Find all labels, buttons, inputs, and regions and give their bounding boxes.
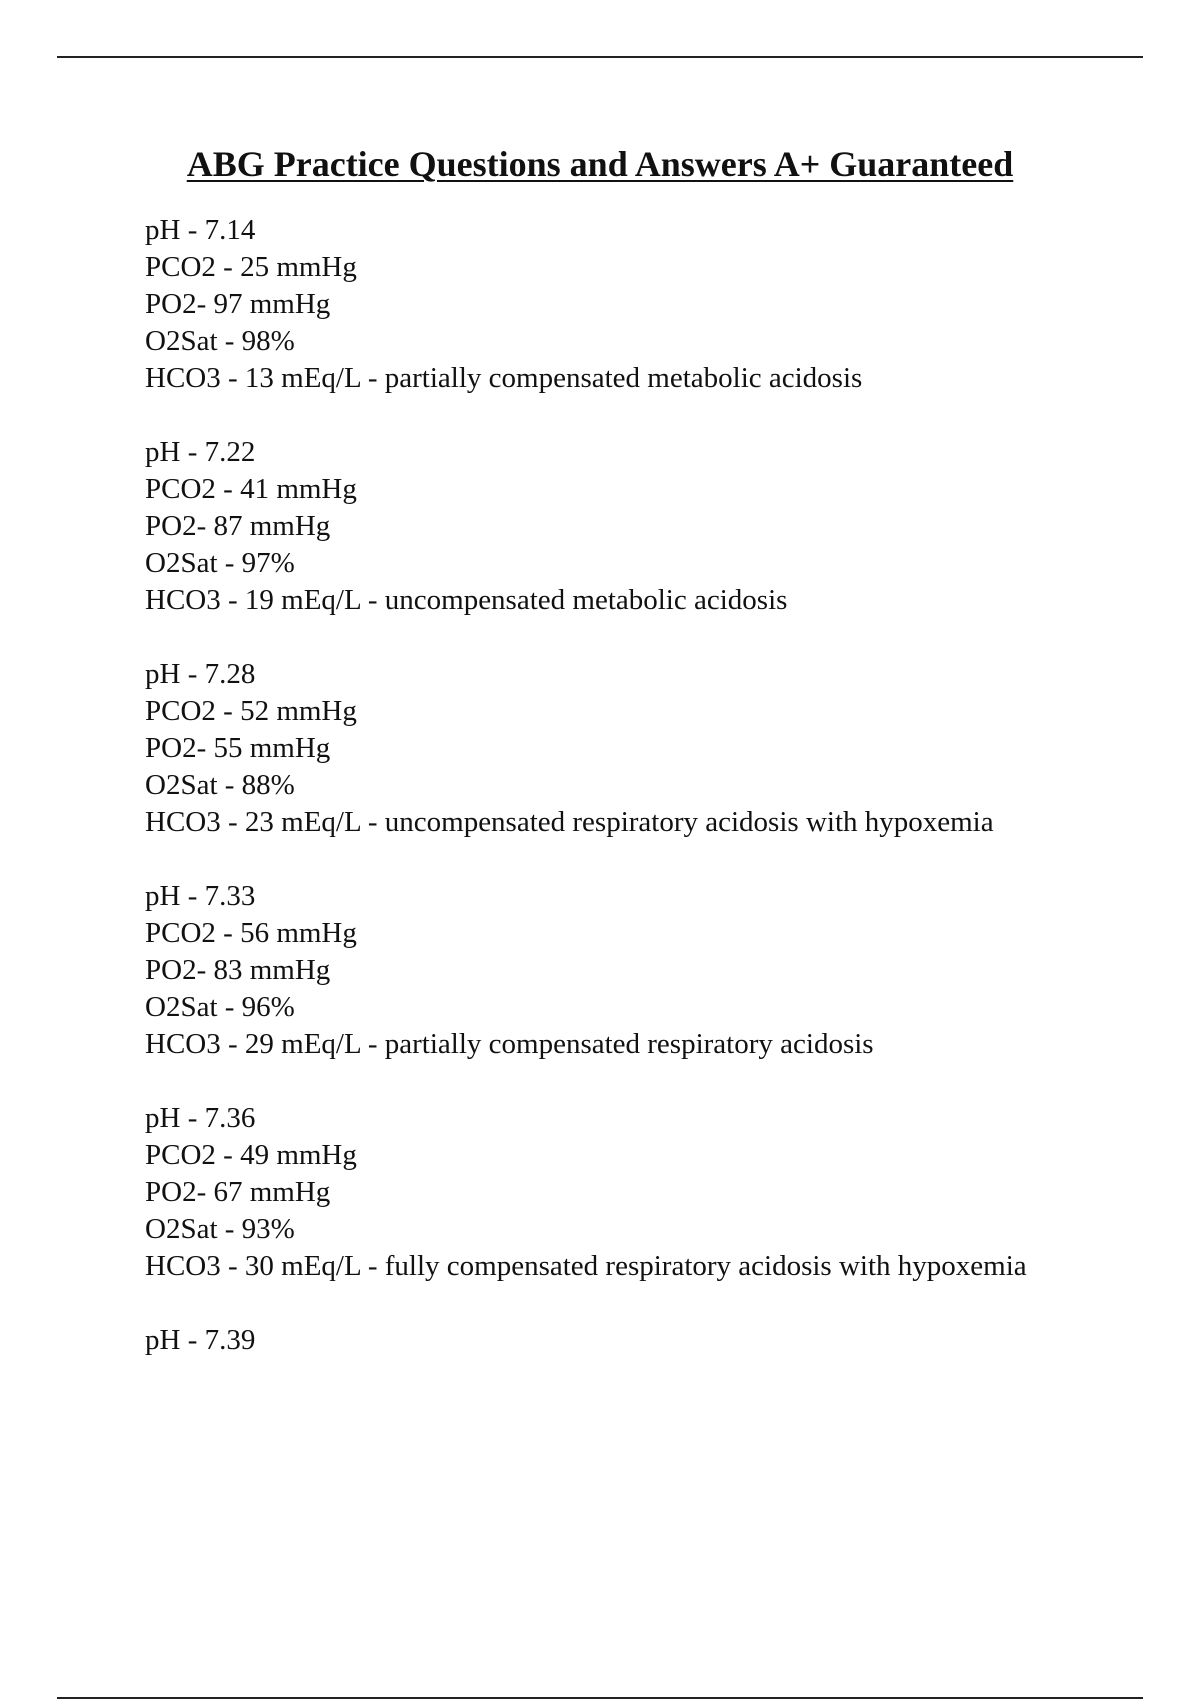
pco2-value: PCO2 - 41 mmHg xyxy=(145,473,357,505)
pco2-value: PCO2 - 49 mmHg xyxy=(145,1139,357,1171)
hco3-answer: HCO3 - 29 mEq/L - partially compensated respiratory acidosis xyxy=(145,1028,874,1060)
po2-value: PO2- 55 mmHg xyxy=(145,732,331,764)
abg-case-5 xyxy=(145,1100,1045,1285)
ph-value: pH - 7.33 xyxy=(145,880,256,912)
ph-value: pH - 7.22 xyxy=(145,436,256,468)
hco3-answer: HCO3 - 30 mEq/L - fully compensated respiratory acidosis with hypoxemia xyxy=(145,1250,1027,1282)
ph-value: pH - 7.14 xyxy=(145,214,256,246)
document-body xyxy=(145,212,1045,1396)
o2sat-value: O2Sat - 96% xyxy=(145,991,295,1023)
abg-case-6 xyxy=(145,1322,1045,1359)
ph-value: pH - 7.36 xyxy=(145,1102,256,1134)
o2sat-value: O2Sat - 88% xyxy=(145,769,295,801)
document-title-text: ABG Practice Questions and Answers A+ Guaranteed xyxy=(186,144,1014,184)
po2-value: PO2- 87 mmHg xyxy=(145,510,331,542)
document-title xyxy=(0,142,1200,186)
hco3-answer: HCO3 - 23 mEq/L - uncompensated respiratory acidosis with hypoxemia xyxy=(145,806,994,838)
po2-value: PO2- 97 mmHg xyxy=(145,288,331,320)
o2sat-value: O2Sat - 97% xyxy=(145,547,295,579)
hco3-answer: HCO3 - 13 mEq/L - partially compensated metabolic acidosis xyxy=(145,362,863,394)
footer-rule xyxy=(57,1697,1143,1699)
po2-value: PO2- 83 mmHg xyxy=(145,954,331,986)
po2-value: PO2- 67 mmHg xyxy=(145,1176,331,1208)
pco2-value: PCO2 - 25 mmHg xyxy=(145,251,357,283)
abg-case-2 xyxy=(145,434,1045,619)
header-rule xyxy=(57,56,1143,58)
o2sat-value: O2Sat - 93% xyxy=(145,1213,295,1245)
hco3-answer: HCO3 - 19 mEq/L - uncompensated metabolic acidosis xyxy=(145,584,788,616)
ph-value: pH - 7.28 xyxy=(145,658,256,690)
abg-case-3 xyxy=(145,656,1045,841)
abg-case-1 xyxy=(145,212,1045,397)
pco2-value: PCO2 - 56 mmHg xyxy=(145,917,357,949)
abg-case-4 xyxy=(145,878,1045,1063)
o2sat-value: O2Sat - 98% xyxy=(145,325,295,357)
pco2-value: PCO2 - 52 mmHg xyxy=(145,695,357,727)
ph-value: pH - 7.39 xyxy=(145,1324,256,1356)
